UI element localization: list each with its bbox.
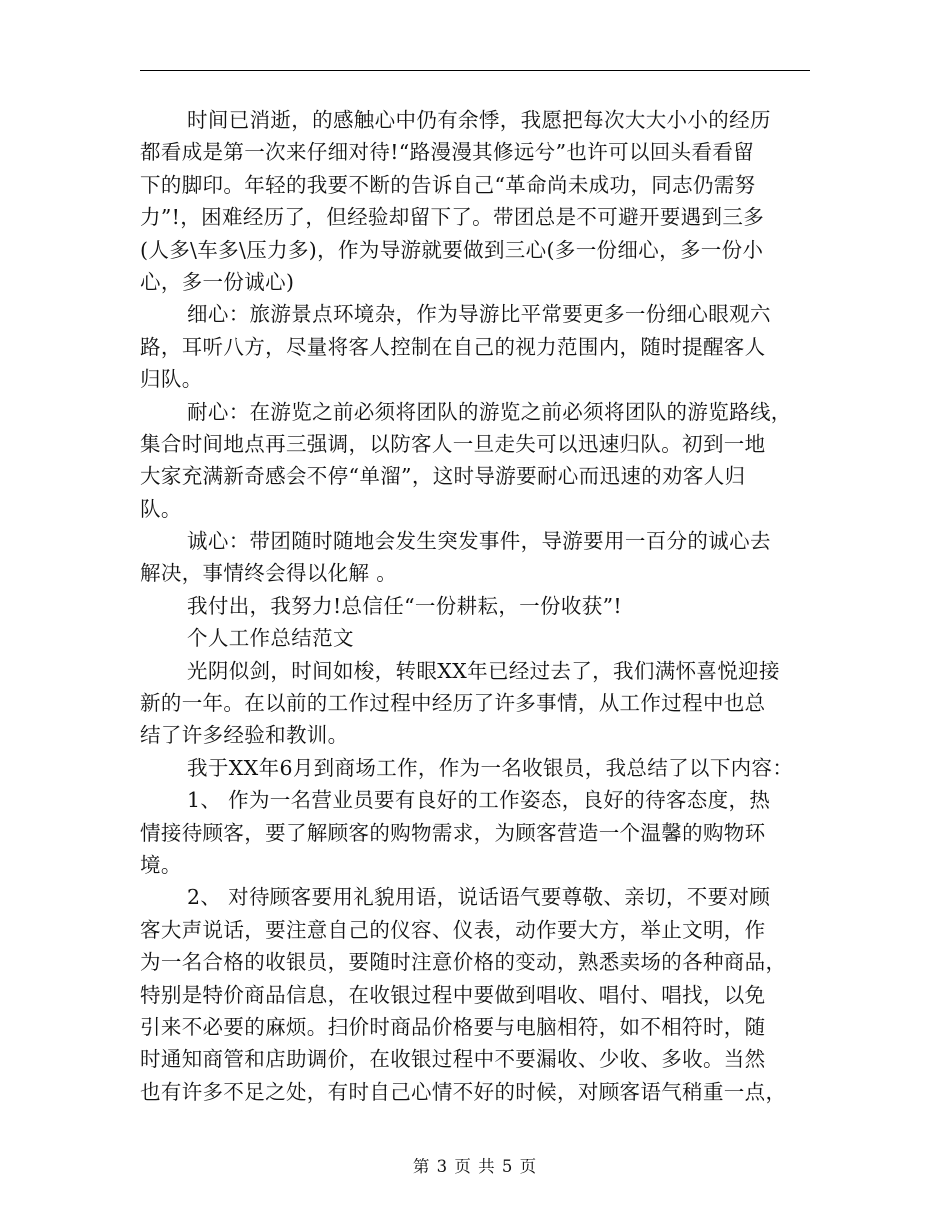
text-line: 集合时间地点再三强调，以防客人一旦走失可以迅速归队。初到一地 <box>140 431 766 456</box>
text-line: 大家充满新奇感会不停“单溜”，这时导游要耐心而迅速的劝客人归 <box>140 464 746 489</box>
text-line: 诚心：带团随时随地会发生突发事件，导游要用一百分的诚心去 <box>187 529 771 554</box>
text-line: 客大声说话，要注意自己的仪容、仪表，动作要大方，举止文明，作 <box>140 917 766 942</box>
text-line: 心，多一份诚心) <box>140 269 295 294</box>
text-line: 新的一年。在以前的工作过程中经历了许多事情，从工作过程中也总 <box>140 691 766 716</box>
header-rule <box>140 70 810 71</box>
text-line: 特别是特价商品信息，在收银过程中要做到唱收、唱付、唱找，以免 <box>140 982 766 1007</box>
text-line: 情接待顾客，要了解顾客的购物需求，为顾客营造一个温馨的购物环 <box>140 820 766 845</box>
text-line: 1、 作为一名营业员要有良好的工作姿态，良好的待客态度，热 <box>187 788 771 813</box>
text-line: 细心：旅游景点环境杂，作为导游比平常要更多一份细心眼观六 <box>187 302 771 327</box>
text-line: 境。 <box>140 852 182 877</box>
page-footer: 第 3 页 共 5 页 <box>412 1157 538 1176</box>
text-line: 个人工作总结范文 <box>187 626 354 651</box>
text-line: 2、 对待顾客要用礼貌用语，说话语气要尊敬、亲切，不要对顾 <box>187 885 771 910</box>
text-line: 也有许多不足之处，有时自己心情不好的时候，对顾客语气稍重一点， <box>140 1079 787 1104</box>
text-line: 光阴似剑，时间如梭，转眼XX年已经过去了，我们满怀喜悦迎接 <box>187 658 780 683</box>
text-line: 时间已消逝，的感触心中仍有余悸，我愿把每次大大小小的经历 <box>187 108 771 132</box>
text-line: 下的脚印。年轻的我要不断的告诉自己“革命尚未成功，同志仍需努 <box>140 172 756 197</box>
document-body <box>140 104 820 1108</box>
text-line: 时通知商管和店助调价，在收银过程中不要漏收、少收、多收。当然 <box>140 1047 766 1072</box>
text-line: 都看成是第一次来仔细对待!“路漫漫其修远兮”也许可以回头看看留 <box>140 140 755 165</box>
text-line: 解决，事情终会得以化解 。 <box>140 561 398 586</box>
text-line: 为一名合格的收银员，要随时注意价格的变动，熟悉卖场的各种商品， <box>140 950 787 975</box>
text-line: 结了许多经验和教训。 <box>140 723 349 748</box>
text-line: 我付出，我努力!总信任“一份耕耘，一份收获”! <box>187 593 622 618</box>
text-line: 队。 <box>140 496 182 521</box>
text-line: 归队。 <box>140 367 203 392</box>
text-line: 我于XX年6月到商场工作，作为一名收银员，我总结了以下内容： <box>187 755 794 780</box>
text-line: (人多\车多\压力多)，作为导游就要做到三心(多一份细心，多一份小 <box>140 237 764 262</box>
text-line: 引来不必要的麻烦。扫价时商品价格要与电脑相符，如不相符时，随 <box>140 1014 766 1039</box>
text-line: 路，耳听八方，尽量将客人控制在自己的视力范围内，随时提醒客人 <box>140 334 766 359</box>
text-line: 力”!，困难经历了，但经验却留下了。带团总是不可避开要遇到三多 <box>140 205 765 230</box>
text-line: 耐心：在游览之前必须将团队的游览之前必须将团队的游览路线， <box>187 399 792 424</box>
